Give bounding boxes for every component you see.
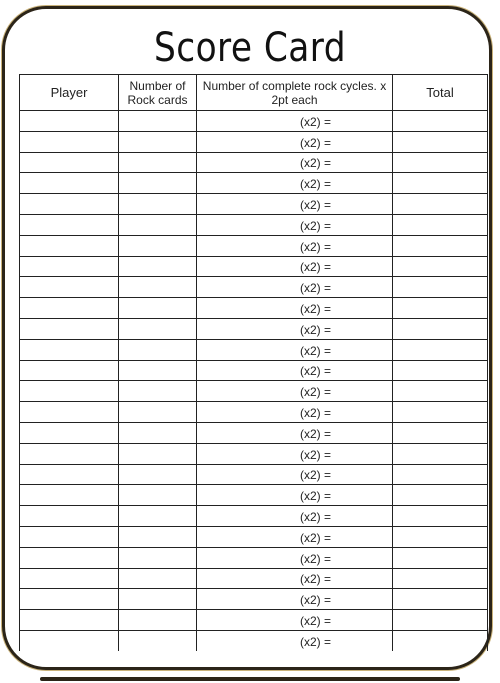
rock-cards-cell[interactable]	[119, 568, 197, 589]
total-cell[interactable]	[393, 568, 488, 589]
rock-cards-cell[interactable]	[119, 402, 197, 423]
player-cell[interactable]	[20, 526, 119, 547]
rock-cycles-cell[interactable]	[197, 526, 393, 547]
score-row	[20, 443, 488, 464]
cycles-multiplier-label: (x2) =	[300, 343, 332, 358]
rock-cards-cell[interactable]	[119, 318, 197, 339]
total-cell[interactable]	[393, 506, 488, 527]
rock-cards-cell[interactable]	[119, 422, 197, 443]
total-cell[interactable]	[393, 277, 488, 298]
cycles-multiplier-label: (x2) =	[300, 530, 332, 545]
total-cell[interactable]	[393, 485, 488, 506]
cycles-multiplier-label: (x2) =	[300, 260, 332, 275]
cycles-multiplier-label: (x2) =	[300, 572, 332, 587]
rock-cards-cell[interactable]	[119, 443, 197, 464]
cycles-multiplier-label: (x2) =	[300, 510, 332, 525]
rock-cards-cell[interactable]	[119, 111, 197, 132]
rock-cards-cell[interactable]	[119, 526, 197, 547]
player-cell[interactable]	[20, 318, 119, 339]
score-row	[20, 360, 488, 381]
cycles-multiplier-label: (x2) =	[300, 135, 332, 150]
rock-cycles-cell[interactable]	[197, 298, 393, 319]
score-row	[20, 298, 488, 319]
score-row	[20, 214, 488, 235]
player-cell[interactable]	[20, 464, 119, 485]
total-cell[interactable]	[393, 152, 488, 173]
score-row	[20, 464, 488, 485]
score-row	[20, 131, 488, 152]
total-cell[interactable]	[393, 630, 488, 650]
score-row	[20, 506, 488, 527]
total-cell[interactable]	[393, 589, 488, 610]
player-cell[interactable]	[20, 131, 119, 152]
player-cell[interactable]	[20, 568, 119, 589]
score-row	[20, 610, 488, 631]
cycles-multiplier-label: (x2) =	[300, 198, 332, 213]
score-row	[20, 339, 488, 360]
score-row	[20, 111, 488, 132]
rock-cycles-cell[interactable]	[197, 152, 393, 173]
rock-cycles-cell[interactable]	[197, 443, 393, 464]
rock-cards-cell[interactable]	[119, 381, 197, 402]
score-row	[20, 152, 488, 173]
player-cell[interactable]	[20, 422, 119, 443]
rock-cycles-cell[interactable]	[197, 485, 393, 506]
header-player: Player	[20, 75, 119, 111]
total-cell[interactable]	[393, 526, 488, 547]
score-row	[20, 277, 488, 298]
header-row	[20, 75, 488, 111]
rock-cards-cell[interactable]	[119, 298, 197, 319]
player-cell[interactable]	[20, 610, 119, 631]
score-row	[20, 402, 488, 423]
rock-cycles-cell[interactable]	[197, 610, 393, 631]
total-cell[interactable]	[393, 610, 488, 631]
rock-cycles-cell[interactable]	[197, 277, 393, 298]
cycles-multiplier-label: (x2) =	[300, 426, 332, 441]
player-cell[interactable]	[20, 214, 119, 235]
total-cell[interactable]	[393, 318, 488, 339]
cycles-multiplier-label: (x2) =	[300, 385, 332, 400]
rock-cycles-cell[interactable]	[197, 547, 393, 568]
score-row	[20, 589, 488, 610]
player-cell[interactable]	[20, 256, 119, 277]
rock-cards-cell[interactable]	[119, 256, 197, 277]
total-cell[interactable]	[393, 443, 488, 464]
score-row	[20, 381, 488, 402]
cycles-multiplier-label: (x2) =	[300, 634, 332, 649]
rock-cards-cell[interactable]	[119, 630, 197, 650]
rock-cards-cell[interactable]	[119, 360, 197, 381]
rock-cards-cell[interactable]	[119, 152, 197, 173]
player-cell[interactable]	[20, 485, 119, 506]
player-cell[interactable]	[20, 589, 119, 610]
player-cell[interactable]	[20, 630, 119, 650]
header-rock-cards: Number of Rock cards	[119, 75, 197, 111]
page-edge-divider	[40, 677, 460, 681]
rock-cards-cell[interactable]	[119, 235, 197, 256]
rock-cards-cell[interactable]	[119, 131, 197, 152]
score-row	[20, 568, 488, 589]
header-total: Total	[393, 75, 488, 111]
rock-cycles-cell[interactable]	[197, 506, 393, 527]
cycles-multiplier-label: (x2) =	[300, 489, 332, 504]
total-cell[interactable]	[393, 339, 488, 360]
player-cell[interactable]	[20, 506, 119, 527]
cycles-multiplier-label: (x2) =	[300, 593, 332, 608]
score-table	[19, 74, 488, 651]
total-cell[interactable]	[393, 194, 488, 215]
player-cell[interactable]	[20, 360, 119, 381]
score-row	[20, 235, 488, 256]
rock-cycles-cell[interactable]	[197, 318, 393, 339]
player-cell[interactable]	[20, 402, 119, 423]
score-row	[20, 422, 488, 443]
cycles-multiplier-label: (x2) =	[300, 614, 332, 629]
rock-cycles-cell[interactable]	[197, 360, 393, 381]
rock-cycles-cell[interactable]	[197, 464, 393, 485]
total-cell[interactable]	[393, 131, 488, 152]
rock-cycles-cell[interactable]	[197, 194, 393, 215]
cycles-multiplier-label: (x2) =	[300, 114, 332, 129]
score-row	[20, 526, 488, 547]
cycles-multiplier-label: (x2) =	[300, 239, 332, 254]
rock-cycles-cell[interactable]	[197, 235, 393, 256]
cycles-multiplier-label: (x2) =	[300, 302, 332, 317]
rock-cards-cell[interactable]	[119, 194, 197, 215]
score-row	[20, 194, 488, 215]
player-cell[interactable]	[20, 173, 119, 194]
cycles-multiplier-label: (x2) =	[300, 156, 332, 171]
total-cell[interactable]	[393, 547, 488, 568]
score-row	[20, 173, 488, 194]
rock-cycles-cell[interactable]	[197, 214, 393, 235]
total-cell[interactable]	[393, 402, 488, 423]
player-cell[interactable]	[20, 381, 119, 402]
rock-cards-cell[interactable]	[119, 547, 197, 568]
player-cell[interactable]	[20, 235, 119, 256]
cycles-multiplier-label: (x2) =	[300, 447, 332, 462]
rock-cards-cell[interactable]	[119, 506, 197, 527]
score-row	[20, 318, 488, 339]
player-cell[interactable]	[20, 547, 119, 568]
cycles-multiplier-label: (x2) =	[300, 364, 332, 379]
rock-cards-cell[interactable]	[119, 610, 197, 631]
player-cell[interactable]	[20, 339, 119, 360]
player-cell[interactable]	[20, 443, 119, 464]
rock-cards-cell[interactable]	[119, 485, 197, 506]
rock-cycles-cell[interactable]	[197, 402, 393, 423]
rock-cycles-cell[interactable]	[197, 111, 393, 132]
total-cell[interactable]	[393, 235, 488, 256]
rock-cycles-cell[interactable]	[197, 589, 393, 610]
cycles-multiplier-label: (x2) =	[300, 551, 332, 566]
total-cell[interactable]	[393, 298, 488, 319]
cycles-multiplier-label: (x2) =	[300, 468, 332, 483]
score-row	[20, 256, 488, 277]
rock-cards-cell[interactable]	[119, 214, 197, 235]
score-row	[20, 630, 488, 650]
total-cell[interactable]	[393, 214, 488, 235]
rock-cards-cell[interactable]	[119, 339, 197, 360]
cycles-multiplier-label: (x2) =	[300, 322, 332, 337]
rock-cards-cell[interactable]	[119, 464, 197, 485]
rock-cycles-cell[interactable]	[197, 256, 393, 277]
score-row	[20, 547, 488, 568]
player-cell[interactable]	[20, 277, 119, 298]
total-cell[interactable]	[393, 381, 488, 402]
cycles-multiplier-label: (x2) =	[300, 281, 332, 296]
player-cell[interactable]	[20, 111, 119, 132]
rock-cycles-cell[interactable]	[197, 568, 393, 589]
rock-cards-cell[interactable]	[119, 173, 197, 194]
player-cell[interactable]	[20, 152, 119, 173]
rock-cycles-cell[interactable]	[197, 131, 393, 152]
cycles-multiplier-label: (x2) =	[300, 218, 332, 233]
total-cell[interactable]	[393, 422, 488, 443]
header-rock-cycles: Number of complete rock cycles. x 2pt each	[197, 75, 393, 111]
total-cell[interactable]	[393, 256, 488, 277]
cycles-multiplier-label: (x2) =	[300, 177, 332, 192]
total-cell[interactable]	[393, 111, 488, 132]
total-cell[interactable]	[393, 464, 488, 485]
rock-cycles-cell[interactable]	[197, 422, 393, 443]
rock-cycles-cell[interactable]	[197, 173, 393, 194]
total-cell[interactable]	[393, 360, 488, 381]
score-row	[20, 485, 488, 506]
rock-cards-cell[interactable]	[119, 589, 197, 610]
total-cell[interactable]	[393, 173, 488, 194]
rock-cycles-cell[interactable]	[197, 381, 393, 402]
rock-cycles-cell[interactable]	[197, 339, 393, 360]
player-cell[interactable]	[20, 194, 119, 215]
score-rows	[20, 111, 488, 651]
rock-cards-cell[interactable]	[119, 277, 197, 298]
player-cell[interactable]	[20, 298, 119, 319]
cycles-multiplier-label: (x2) =	[300, 406, 332, 421]
rock-cycles-cell[interactable]	[197, 630, 393, 650]
card-title: Score Card	[153, 25, 347, 71]
